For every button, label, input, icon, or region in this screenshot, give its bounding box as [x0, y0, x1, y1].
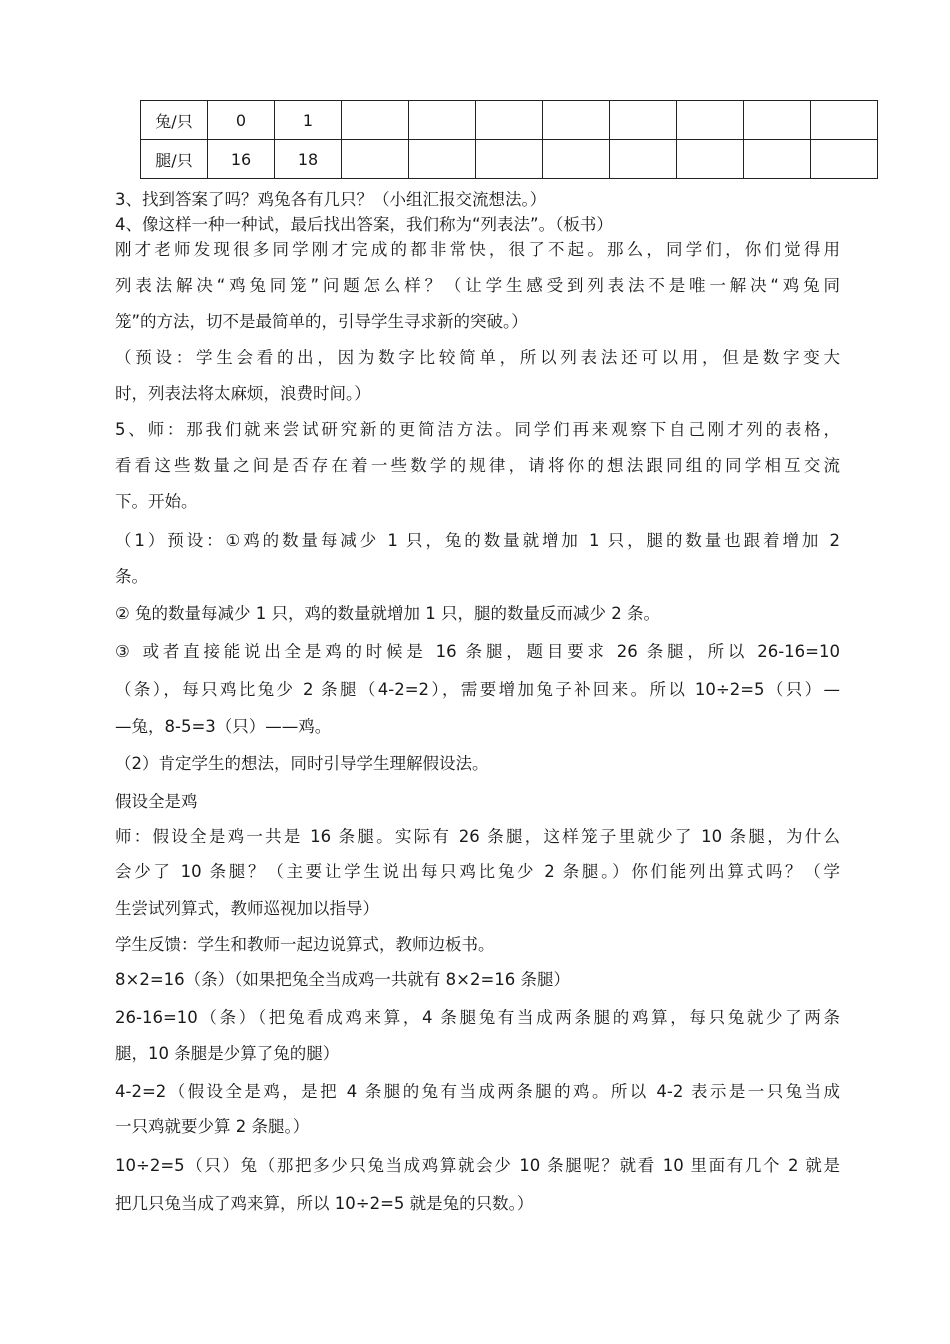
- text-line: 下。开始。: [115, 492, 198, 511]
- table-cell: 1: [275, 101, 342, 140]
- text-line: 生尝试列算式，教师巡视加以指导）: [115, 899, 379, 918]
- table-cell: [543, 101, 610, 140]
- table-cell: [811, 140, 878, 179]
- text-line: 会少了 10 条腿？（主要让学生说出每只鸡比兔少 2 条腿。）你们能列出算式吗？（学: [115, 862, 840, 881]
- text-line: （2）肯定学生的想法，同时引导学生理解假设法。: [115, 754, 489, 773]
- table-cell: 16: [208, 140, 275, 179]
- table-cell: 18: [275, 140, 342, 179]
- table-cell: [811, 101, 878, 140]
- text-line: 笼”的方法，切不是最简单的，引导学生寻求新的突破。）: [115, 312, 528, 331]
- text-line: （1）预设：①鸡的数量每减少 1 只，兔的数量就增加 1 只，腿的数量也跟着增加 2: [115, 531, 840, 550]
- text-line: 5、师：那我们就来尝试研究新的更简洁方法。同学们再来观察下自己刚才列的表格，: [115, 420, 840, 439]
- table-cell: [744, 140, 811, 179]
- table-row: [141, 140, 878, 179]
- table-cell: [409, 140, 476, 179]
- table-cell: [677, 101, 744, 140]
- text-line: 看看这些数量之间是否存在着一些数学的规律，请将你的想法跟同组的同学相互交流: [115, 456, 840, 475]
- text-line: （预设：学生会看的出，因为数字比较简单，所以列表法还可以用，但是数字变大: [115, 348, 840, 367]
- text-line: 一只鸡就要少算 2 条腿。）: [115, 1117, 310, 1136]
- text-line: 学生反馈：学生和教师一起边说算式，教师边板书。: [115, 935, 495, 954]
- text-line: 4、像这样一种一种试，最后找出答案，我们称为“列表法”。（板书）: [115, 215, 613, 234]
- chicken-rabbit-table: [140, 100, 878, 179]
- table-cell: [677, 140, 744, 179]
- text-line: —兔，8-5=3（只）——鸡。: [115, 717, 332, 736]
- table-cell: [610, 140, 677, 179]
- text-line: 刚才老师发现很多同学刚才完成的都非常快，很了不起。那么，同学们，你们觉得用: [115, 240, 840, 259]
- text-line: （条），每只鸡比兔少 2 条腿（4-2=2），需要增加兔子补回来。所以 10÷2=5（只）—: [115, 680, 840, 699]
- table-cell: 0: [208, 101, 275, 140]
- text-line: 时，列表法将太麻烦，浪费时间。）: [115, 384, 371, 403]
- text-line: ③ 或者直接能说出全是鸡的时候是 16 条腿，题目要求 26 条腿，所以 26-16=10: [115, 642, 840, 661]
- text-line: 假设全是鸡: [115, 792, 198, 811]
- text-line: 把几只兔当成了鸡来算，所以 10÷2=5 就是兔的只数。）: [115, 1194, 534, 1213]
- text-line: 10÷2=5（只）兔（那把多少只兔当成鸡算就会少 10 条腿呢？就看 10 里面有几个 2 就是: [115, 1156, 840, 1175]
- text-line: 8×2=16（条）（如果把兔全当成鸡一共就有 8×2=16 条腿）: [115, 970, 571, 989]
- text-line: 3、找到答案了吗？鸡兔各有几只？（小组汇报交流想法。）: [115, 190, 547, 209]
- table-cell: [610, 101, 677, 140]
- text-line: 26-16=10（条）（把兔看成鸡来算，4 条腿兔有当成两条腿的鸡算，每只兔就少了两条: [115, 1008, 840, 1027]
- text-line: 条。: [115, 567, 148, 586]
- table-cell: [744, 101, 811, 140]
- row-label: 兔/只: [141, 101, 208, 140]
- text-line: 列表法解决“鸡兔同笼”问题怎么样？（让学生感受到列表法不是唯一解决“鸡兔同: [115, 276, 840, 295]
- table-cell: [543, 140, 610, 179]
- text-line: ② 兔的数量每减少 1 只，鸡的数量就增加 1 只，腿的数量反而减少 2 条。: [115, 604, 660, 623]
- table-cell: [342, 140, 409, 179]
- text-line: 师：假设全是鸡一共是 16 条腿。实际有 26 条腿，这样笼子里就少了 10 条腿，为什么: [115, 827, 840, 846]
- table-cell: [342, 101, 409, 140]
- table-cell: [476, 140, 543, 179]
- table-row: [141, 101, 878, 140]
- row-label: 腿/只: [141, 140, 208, 179]
- table-cell: [409, 101, 476, 140]
- text-line: 腿，10 条腿是少算了兔的腿）: [115, 1044, 340, 1063]
- text-line: 4-2=2（假设全是鸡，是把 4 条腿的兔有当成两条腿的鸡。所以 4-2 表示是一只兔当成: [115, 1082, 840, 1101]
- table-cell: [476, 101, 543, 140]
